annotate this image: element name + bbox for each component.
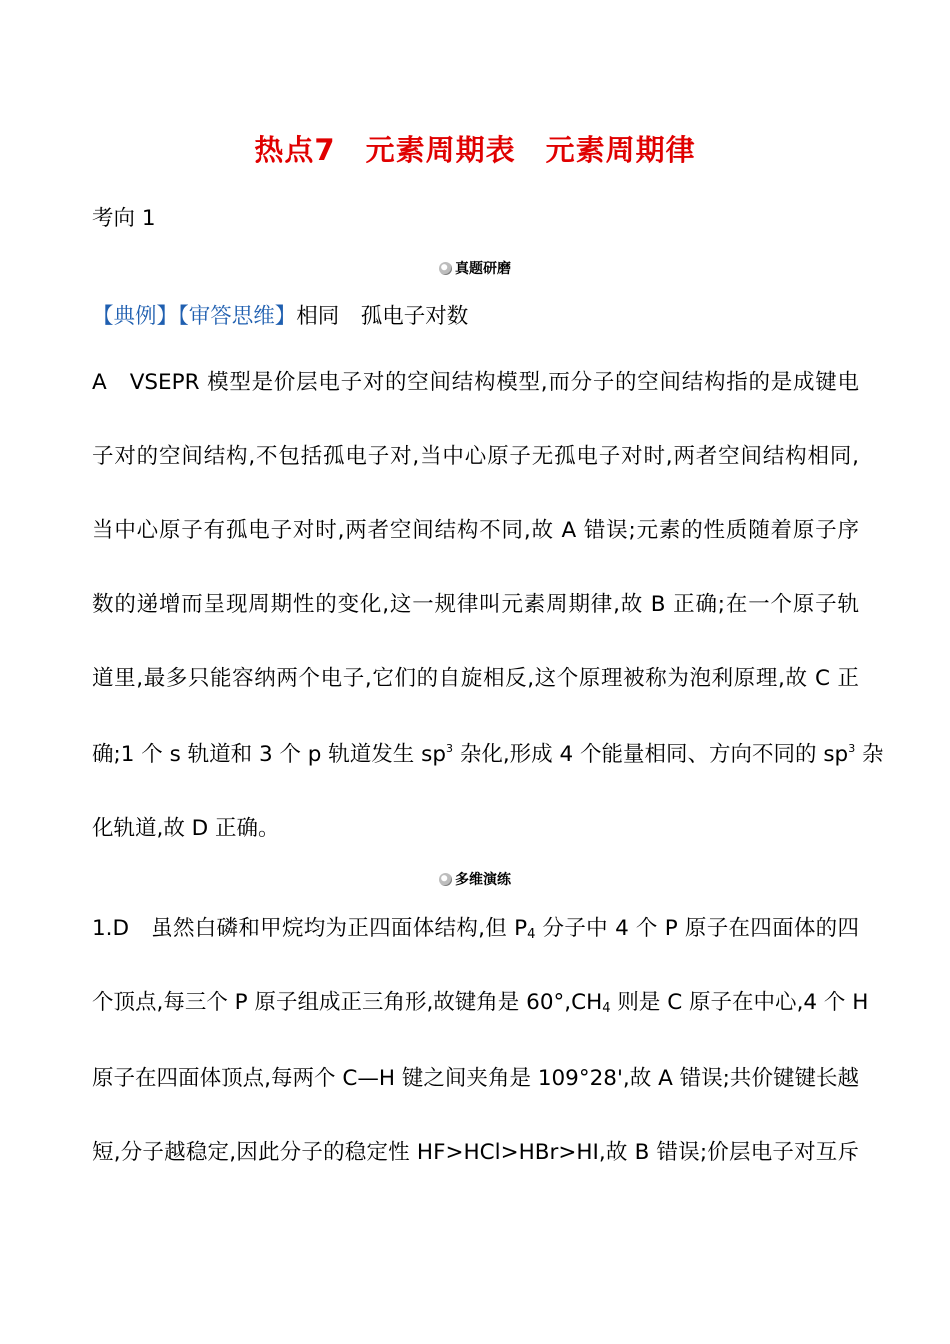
subscript: 4 <box>527 927 536 942</box>
answer-line: 化轨道,故 D 正确。 <box>92 816 280 841</box>
answer-line: 子对的空间结构,不包括孤电子对,当中心原子无孤电子对时,两者空间结构相同, <box>92 444 859 469</box>
bracket-example: 【典例】 <box>92 304 179 329</box>
section-header-practice <box>0 869 950 890</box>
section-header-label: 多维演练 <box>455 872 511 888</box>
review-text: 相同 孤电子对数 <box>296 304 469 329</box>
answer-line: 当中心原子有孤电子对时,两者空间结构不同,故 A 错误;元素的性质随着原子序 <box>92 518 859 543</box>
text-span: 1.D 虽然白磷和甲烷均为正四面体结构,但 P <box>92 916 528 941</box>
text-span: 则是 C 原子在中心,4 个 H <box>610 990 869 1015</box>
practice-line <box>92 914 859 944</box>
answer-line: 道里,最多只能容纳两个电子,它们的自旋相反,这个原理被称为泡利原理,故 C 正 <box>92 666 859 691</box>
text-span: 分子中 4 个 P 原子在四面体的四 <box>535 916 859 941</box>
bracket-review: 【审答思维】 <box>178 304 297 329</box>
example-line <box>92 302 468 332</box>
section-header-label: 真题研磨 <box>455 261 511 277</box>
superscript: 3 <box>445 742 453 755</box>
section-header-truths <box>0 258 950 279</box>
disc-icon <box>439 873 452 886</box>
topic-label: 考向 1 <box>92 206 156 231</box>
superscript: 3 <box>848 742 856 755</box>
practice-line <box>92 988 869 1018</box>
practice-line: 短,分子越稳定,因此分子的稳定性 HF>HCl>HBr>HI,故 B 错误;价层电子对互斥 <box>92 1140 859 1165</box>
answer-line: A VSEPR 模型是价层电子对的空间结构模型,而分子的空间结构指的是成键电 <box>92 370 859 395</box>
answer-line: 数的递增而呈现周期性的变化,这一规律叫元素周期律,故 B 正确;在一个原子轨 <box>92 592 859 617</box>
answer-line <box>92 740 884 770</box>
text-span: 个顶点,每三个 P 原子组成正三角形,故键角是 60°,CH <box>92 990 603 1015</box>
text-span: 确;1 个 s 轨道和 3 个 p 轨道发生 sp <box>92 742 446 767</box>
subscript: 4 <box>602 1001 611 1016</box>
page-title: 热点7 元素周期表 元素周期律 <box>254 133 696 167</box>
disc-icon <box>439 262 452 275</box>
text-span: 杂化,形成 4 个能量相同、方向不同的 sp <box>452 742 849 767</box>
text-span: 杂 <box>855 742 884 767</box>
practice-line: 原子在四面体顶点,每两个 C—H 键之间夹角是 109°28',故 A 错误;共价键键长越 <box>92 1066 859 1091</box>
